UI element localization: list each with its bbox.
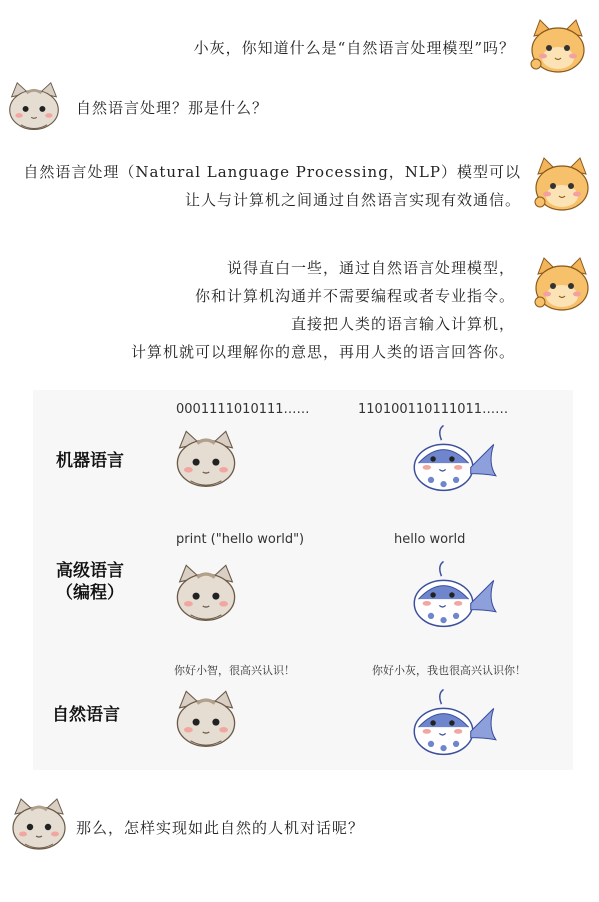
gray-cat-avatar [170, 562, 242, 628]
row1-machine-message: 110100110111011…… [358, 402, 509, 417]
dialogue-line-3b: 让人与计算机之间通过自然语言实现有效通信。 [184, 191, 521, 209]
dialogue-line-4b: 你和计算机沟通并不需要编程或者专业指令。 [194, 287, 515, 305]
dialogue-line-1: 小灰，你知道什么是“自然语言处理模型”吗？ [193, 39, 515, 57]
dialogue-line-4c: 直接把人类的语言输入计算机， [290, 315, 515, 333]
gray-cat-avatar [6, 796, 72, 856]
whale-avatar [408, 556, 500, 634]
row3-human-message: 你好小智，很高兴认识！ [174, 664, 295, 677]
row2-label: 高级语言 [56, 561, 124, 581]
dialogue-line-4d: 计算机就可以理解你的意思，再用人类的语言回答你。 [130, 343, 515, 361]
gray-cat-avatar [4, 80, 64, 136]
gray-cat-avatar [170, 688, 242, 754]
row2-machine-message: hello world [394, 532, 466, 547]
gray-cat-avatar [170, 428, 242, 494]
orange-cat-avatar [532, 256, 592, 316]
row1-label: 机器语言 [56, 451, 124, 471]
dialogue-line-3a: 自然语言处理（Natural Language Processing，NLP）模型可以 [23, 163, 521, 181]
orange-cat-avatar [532, 156, 592, 216]
dialogue-line-2: 自然语言处理？那是什么？ [76, 99, 269, 117]
orange-cat-avatar [528, 18, 588, 78]
whale-avatar [408, 420, 500, 498]
row1-human-message: 0001111010111…… [176, 402, 310, 417]
dialogue-line-4a: 说得直白一些，通过自然语言处理模型， [226, 259, 515, 277]
row3-label: 自然语言 [52, 705, 120, 725]
row3-machine-message: 你好小灰，我也很高兴认识你！ [372, 664, 526, 677]
row2-human-message: print ("hello world") [176, 532, 305, 547]
dialogue-line-5: 那么，怎样实现如此自然的人机对话呢？ [76, 819, 365, 837]
whale-avatar [408, 684, 500, 762]
row2-sublabel: （编程） [56, 583, 124, 603]
